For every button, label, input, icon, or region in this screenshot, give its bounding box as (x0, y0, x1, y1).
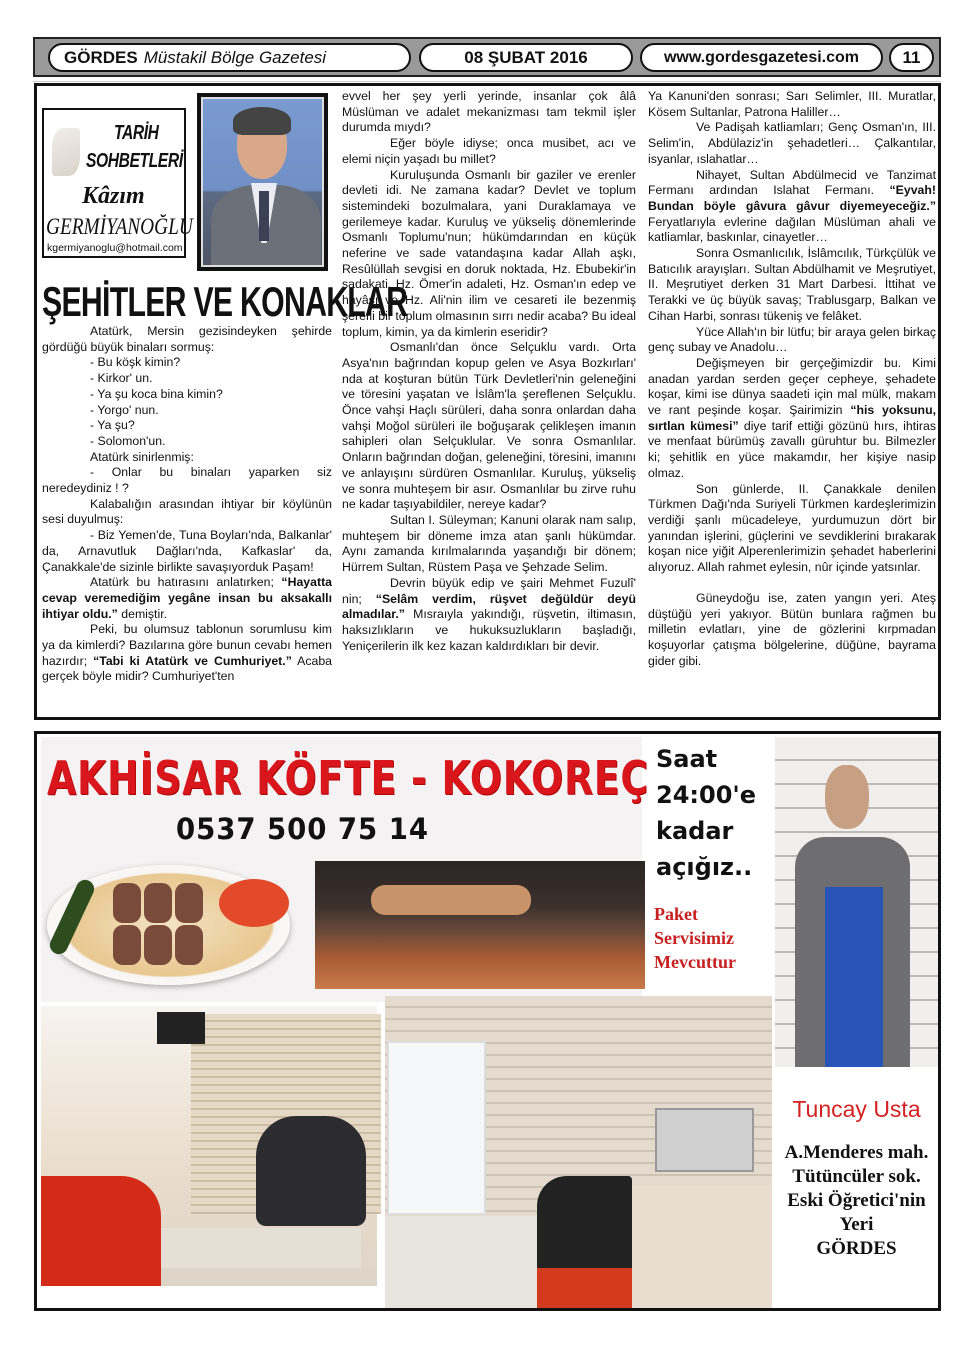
chef-name: Tuncay Usta (792, 1096, 921, 1122)
paragraph-text: Atatürk bu hatırasını anlatırken; (90, 575, 282, 590)
article-paragraph (42, 622, 332, 685)
author-portrait (197, 93, 328, 271)
author-last-name: GERMİYANOĞLU (46, 214, 193, 239)
bold-quote: “Hayatta cevap veremediğim yegâne insan bu aksakallı ihtiyar oldu.” (42, 575, 332, 621)
article-paragraph (342, 576, 636, 655)
issue-date: 08 ŞUBAT 2016 (419, 43, 633, 72)
chef-photo (775, 737, 938, 1067)
article-paragraph (42, 575, 332, 622)
address-line: Eski Öğretici'nin (787, 1190, 926, 1211)
article-column-3 (648, 89, 936, 669)
series-title-line2: SOHBETLERİ (86, 150, 183, 172)
delivery-line: Paket (654, 904, 698, 924)
article-column-1 (42, 324, 332, 685)
series-title-line1: TARİH (114, 122, 159, 144)
article-paragraph: Atatürk sinirlenmiş: (90, 449, 194, 464)
article-paragraph: Sultan I. Süleyman; Kanuni olarak nam salıp, muhteşem bir döneme imza atan şanlı hükümdar. Aynı zamanda kırılmalarında yaşandığı bir dönem; Hürrem Sultan, Rüstem Paşa ve Şehzade Selim. (342, 512, 636, 575)
paper-tagline: Müstakil Bölge Gazetesi (143, 47, 327, 67)
author-email[interactable]: kgermiyanoglu@hotmail.com (47, 242, 183, 254)
advert-brand: AKHİSAR KÖFTE - KOKOREÇ (47, 751, 649, 805)
tomato-photo (219, 879, 289, 927)
hours-line: Saat (656, 745, 718, 773)
address-line: GÖRDES (816, 1238, 897, 1259)
address (775, 1141, 938, 1261)
article-paragraph: Güneydoğu ise, zaten yangın yeri. Ateş düştüğü yeri yakıyor. Bütün bunlara rağmen bu milletin evlatları, yine de gözlerini kırpmadan koşuyorlar çatışma bölgelerine, düğüne, bayrama gider gibi. (648, 590, 936, 668)
hours-line: 24:00'e (656, 781, 757, 809)
paragraph-text: Devrin büyük edip ve şairi Mehmet Fuzulî' nin; (342, 575, 636, 606)
article-paragraph: - Kirkor' un. (90, 371, 153, 386)
page-number: 11 (889, 43, 934, 72)
restaurant-advert (34, 731, 941, 1311)
hours-line: açığız.. (656, 853, 753, 881)
article-paragraph: - Ya şu? (90, 418, 135, 433)
paragraph-text: Mısraıyla yakındığı, rüşvetin, iltimasın, haksızlıkların ve hukuksuzlukların başladığı, Yeniçerilerin ilk kez kazan kaldırdıkları bir devir. (342, 607, 636, 653)
advert-banner (41, 737, 649, 1002)
article-paragraph: Atatürk, Mersin gezisindeyken şehirde gördüğü büyük binaları sormuş: (42, 324, 332, 354)
dining-room-photo (41, 1006, 377, 1286)
masthead (33, 37, 941, 77)
paragraph-text: diye tarif ettiği gözünü hırs, ihtiras ve menfaat bürümüş zavallı güruhtur bu. Bilmezler ki; şehitlik en yüce makamdır, her kişiye nasip olmaz. (648, 418, 936, 480)
article-paragraph (648, 168, 936, 247)
opening-hours (656, 741, 756, 885)
article-paragraph: Yüce Allah'ın bir lütfu; bir araya gelen birkaç genç subay ve Anadolu… (648, 324, 936, 355)
paragraph-text: Acaba gerçek böyle midir? Cumhuriyet'ten (42, 653, 333, 684)
paper-name: GÖRDES (64, 47, 138, 67)
address-line: A.Menderes mah. (784, 1142, 929, 1163)
paragraph-text: Nihayet, Sultan Abdülmecid ve Tanzimat Fermanı ardından Islahat Fermanı. (648, 167, 936, 198)
paragraph-text: Feryatlarıyla evlerine dağılan Müslüman ahali ve katliamlar, baskınlar, cinayetler… (648, 214, 936, 245)
paragraph-text: Değişmeyen bir gerçeğimizdir bu. Kimi anadan yardan serden geçer cepheye, şehadete koşar, kimi ise dünya saadeti için mal mülk, makam ve rant peşinde koşar. Şairimizin (648, 355, 936, 418)
paragraph-text: Peki, bu olumsuz tablonun sorumlusu kim ya da kimlerdi? Bazılarına göre bunun cevabı hemen hazırdır; (42, 622, 332, 668)
article-paragraph: Son günlerde, II. Çanakkale denilen Türkmen Dağı'nda Suriyeli Türkmen kardeşlerimizin verdiği şanlı mücadeleye, yurdumuzun dört bir yanından işlerini, güçlerini ve sevdiklerini bırakarak koşan nice yiğit Alperenlerimizin şehadet haberlerini alıyoruz. Allah rahmet eylesin, nûr içinde yatsınlar. (648, 481, 936, 575)
restaurant-interior-photo (385, 996, 772, 1308)
article-paragraph: - Onlar bu binaları yaparken siz neredeydiniz ! ? (42, 465, 332, 496)
article-paragraph: - Biz Yemen'de, Tuna Boyları'nda, Balkanlar' da, Arnavutluk Dağları'nda, Kafkaslar' da, Çanakkale'de sizinle birlikte savaşıyorduk Paşam! (42, 528, 332, 574)
article-paragraph: - Bu köşk kimin? (90, 355, 181, 370)
article-paragraph (648, 356, 936, 482)
hours-line: kadar (656, 817, 734, 845)
article-paragraph: - Ya şu koca bina kimin? (90, 386, 223, 401)
display-fridge (537, 1176, 632, 1308)
article-paragraph: - Yorgo' nun. (90, 402, 159, 417)
column-byline (42, 108, 193, 258)
quill-icon (52, 128, 80, 176)
article-paragraph: Sonra Osmanlıcılık, İslâmcılık, Türkçülük ve Batıcılık arayışları. Sultan Abdülhamit ve Meşrutiyet, II. Meşrutiyet derken 31 Mart Darbesi. İttihat ve Terakki ve üç büyük savaş; Trablusgarp, Balkan ve Cihan Harbi, sonrası tükeniş ve felâket. (648, 246, 936, 323)
delivery-line: Mevcuttur (654, 952, 736, 972)
article-paragraph: Eğer böyle idiyse; onca musibet, acı ve elemi niçin yaşadı bu millet? (342, 136, 636, 166)
masthead-divider (33, 81, 941, 82)
address-line: Yeri (839, 1214, 874, 1235)
kokorec-skewer (371, 885, 531, 915)
bold-quote: “Selâm verdim, rüşvet değüldür deyü almadılar.” (342, 591, 636, 622)
article-paragraph: Osmanlı'dan önce Selçuklu vardı. Orta Asya'nın bağrından kopup gelen ve Asya Bozkırları' nda at koşturan bütün Türk Devletleri'nin geleneğini ve töresini yaşatan ve İslâm'la şereflenen Selçuklu. Önce vahşi Haçlı sürüleri, daha sonra onlardan daha vahşi Moğol sürüleri ile boğuşarak çelikleşen imanın sahipleri olan Selçuklular. Ve sonra Osmanlılar. Onların bağrından doğan, geleneğini, töresini, imanını ve anlayışını sürdüren Osmanlılar. Kuruluş, yükseliş ve sonra muhteşem bir asır. Osmanlılar bu zirve ruhu ne kadar taşıyabildiler, nereye kadar? (342, 340, 636, 512)
article-column-2 (342, 89, 636, 654)
bold-quote: “his yoksunu, sırtlan kümesi” (648, 403, 936, 433)
address-line: Tütüncüler sok. (792, 1166, 921, 1187)
article-box (34, 83, 941, 720)
article-paragraph: Kuruluşunda Osmanlı bir gaziler ve erenler devleti idi. Ne zamana kadar? Devlet ve toplum sistemindeki bozulmalara, yani Duraklamaya ve gerilemeye kadar. Kuruluş ve yükseliş dönemlerinde Osmanlı Toplumu'nun; hükümdarından en küçük neferine ve sade vatandaşına kadar Allah aşkı, Resûlüllah sevgisi en doruk noktada, Hz. Ebubekir'in sadakati, Hz. Ömer'in adaleti, Hz. Osman'ın edep ve hayâsı ve Hz. Ali'nin ilim ve cesareti ile bezenmiş şerefli bir toplum olmasının sırrı nedir acaba? Bu ideal toplum, kimin, ya da kimlerin eseridir? (342, 167, 636, 339)
advert-phone: 0537 500 75 14 (176, 812, 429, 846)
paragraph-text: demiştir. (117, 606, 168, 621)
bold-quote: “Eyvah! Bundan böyle gâvura gâvur diyemeyeceğiz.” (648, 183, 936, 213)
article-paragraph: Kalabalığın arasından ihtiyar bir köylünün sesi duyulmuş: (42, 496, 332, 527)
article-paragraph: - Solomon'un. (90, 433, 166, 448)
tv-screen (157, 1012, 205, 1044)
article-paragraph: evvel her şey yerli yerinde, insanlar çok âlâ Müslüman ve adalet mekanizması tam tekmil işler durumda mıydı? (342, 89, 636, 135)
paper-title (48, 43, 411, 72)
delivery-notice (654, 902, 736, 974)
address-panel (775, 1094, 938, 1309)
opening-hours-panel (650, 737, 775, 1037)
article-paragraph: Ve Padişah katliamları; Genç Osman'ın, III. Selim'in, Abdülaziz'in şehadetleri… Çalkantılar, isyanlar, ıslahatlar… (648, 120, 936, 166)
article-paragraph: Ya Kanuni'den sonrası; Sarı Selimler, III. Muratlar, Kösem Sultanlar, Patrona Haliller… (648, 89, 936, 119)
red-counter (41, 1176, 161, 1286)
kokorec-grill-photo (315, 861, 645, 989)
website-link[interactable]: www.gordesgazetesi.com (640, 43, 883, 72)
bold-quote: “Tabi ki Atatürk ve Cumhuriyet.” (93, 653, 292, 668)
article-headline: ŞEHİTLER VE KONAKLAR (42, 278, 408, 325)
author-first-name: Kâzım (82, 183, 145, 209)
delivery-line: Servisimiz (654, 928, 734, 948)
